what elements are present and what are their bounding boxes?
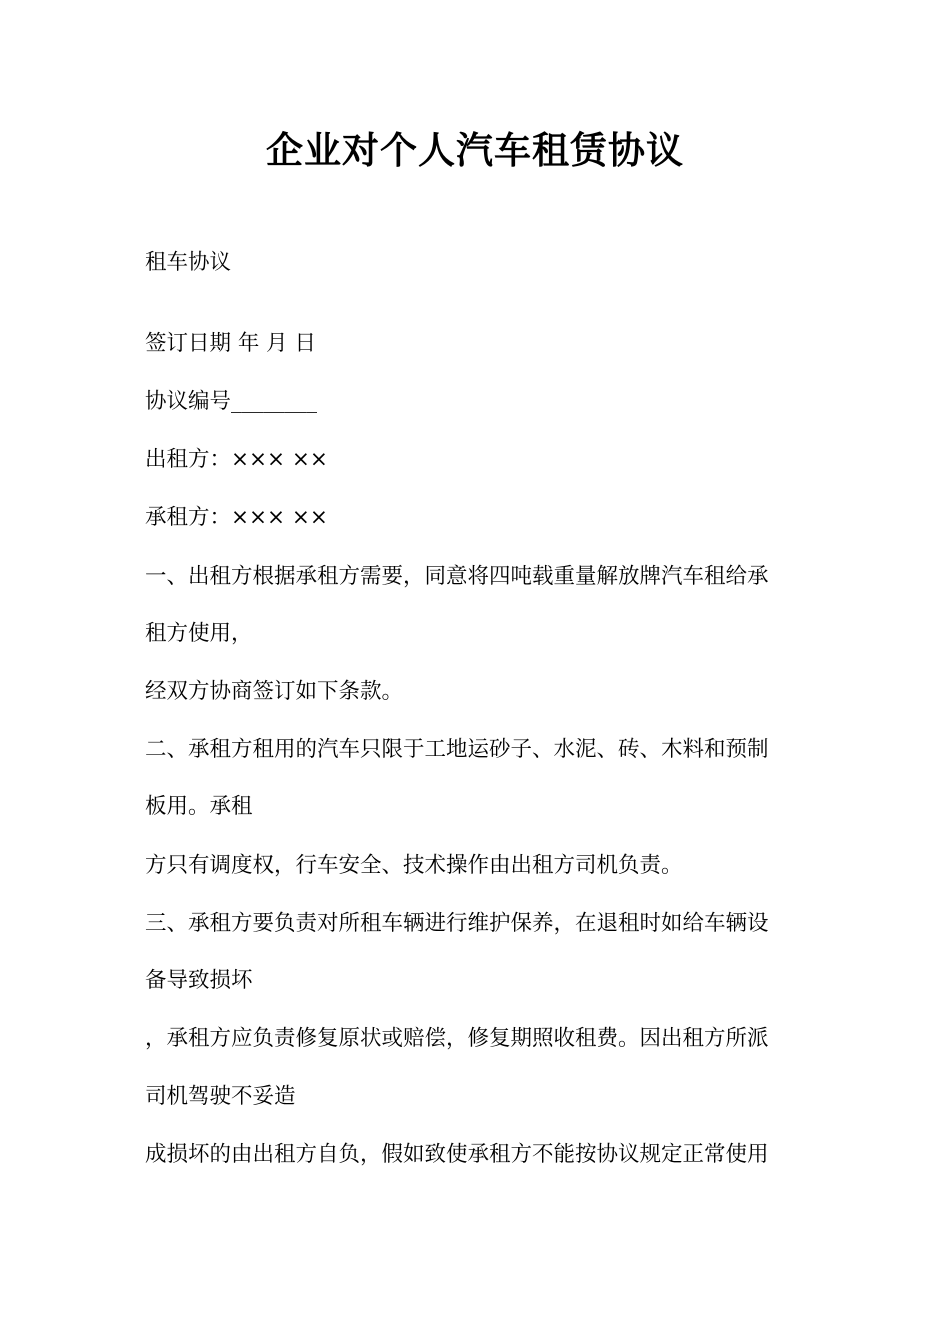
section-heading: 租车协议 xyxy=(145,250,232,275)
body-line: 经双方协商签订如下条款。 xyxy=(145,679,404,704)
body-line: 成损坏的由出租方自负，假如致使承租方不能按协议规定正常使用 xyxy=(145,1142,769,1167)
body-line: 方只有调度权，行车安全、技术操作由出租方司机负责。 xyxy=(145,853,683,878)
body-line: 司机驾驶不妥造 xyxy=(145,1084,296,1109)
body-line: 租方使用， xyxy=(145,621,253,646)
body-line: ，承租方应负责修复原状或赔偿，修复期照收租费。因出租方所派 xyxy=(145,1026,769,1051)
agreement-number-line: 协议编号________ xyxy=(145,389,318,414)
body-line: 备导致损坏 xyxy=(145,968,253,993)
body-line: 二、承租方租用的汽车只限于工地运砂子、水泥、砖、木料和预制 xyxy=(145,737,769,762)
body-line: 一、出租方根据承租方需要，同意将四吨载重量解放牌汽车租给承 xyxy=(145,564,769,589)
body-line: 板用。承租 xyxy=(145,794,253,819)
body-line: 三、承租方要负责对所租车辆进行维护保养，在退租时如给车辆设 xyxy=(145,911,769,936)
signing-date-line: 签订日期 年 月 日 xyxy=(145,331,317,356)
lessee-line: 承租方：××× ×× xyxy=(145,505,328,530)
lessor-line: 出租方：××× ×× xyxy=(145,447,328,472)
document-title: 企业对个人汽车租赁协议 xyxy=(266,128,684,172)
